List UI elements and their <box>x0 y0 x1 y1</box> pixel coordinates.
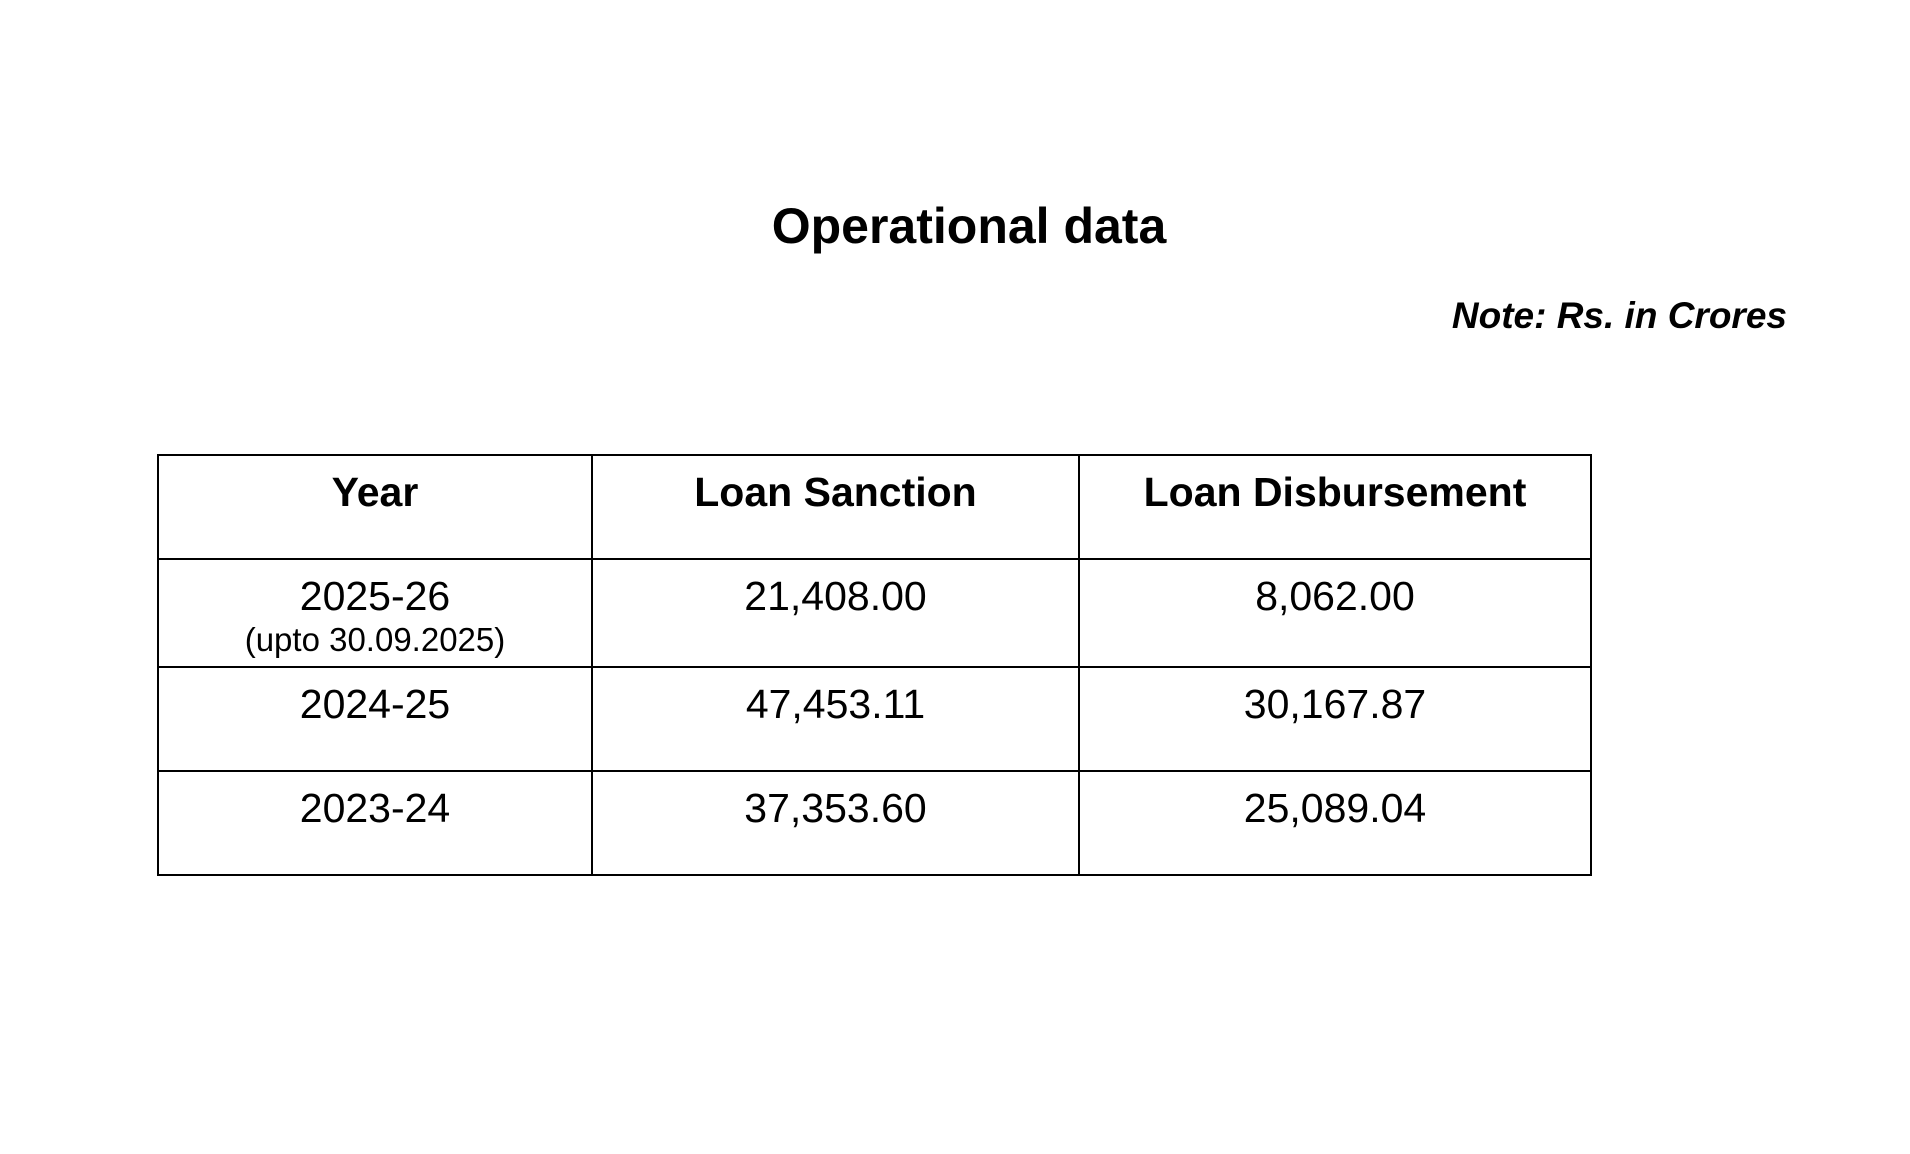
sanction-cell: 21,408.00 <box>592 559 1079 667</box>
table-header-row <box>158 455 1591 559</box>
units-note: Note: Rs. in Crores <box>1451 295 1787 336</box>
table-row <box>158 667 1591 771</box>
disbursement-cell: 25,089.04 <box>1079 771 1591 875</box>
sanction-cell: 47,453.11 <box>592 667 1079 771</box>
year-cell: 2024-25 <box>158 667 592 771</box>
disbursement-cell: 30,167.87 <box>1079 667 1591 771</box>
operational-data-table <box>157 454 1592 876</box>
year-cell <box>158 559 592 667</box>
table-row <box>158 559 1591 667</box>
header-loan-sanction: Loan Sanction <box>592 455 1079 559</box>
year-value: 2025-26 <box>299 573 451 619</box>
page-title: Operational data <box>771 198 1167 254</box>
year-period-note: (upto 30.09.2025) <box>244 621 506 658</box>
table-row <box>158 771 1591 875</box>
header-year: Year <box>158 455 592 559</box>
year-cell: 2023-24 <box>158 771 592 875</box>
disbursement-cell: 8,062.00 <box>1079 559 1591 667</box>
header-loan-disbursement: Loan Disbursement <box>1079 455 1591 559</box>
sanction-cell: 37,353.60 <box>592 771 1079 875</box>
